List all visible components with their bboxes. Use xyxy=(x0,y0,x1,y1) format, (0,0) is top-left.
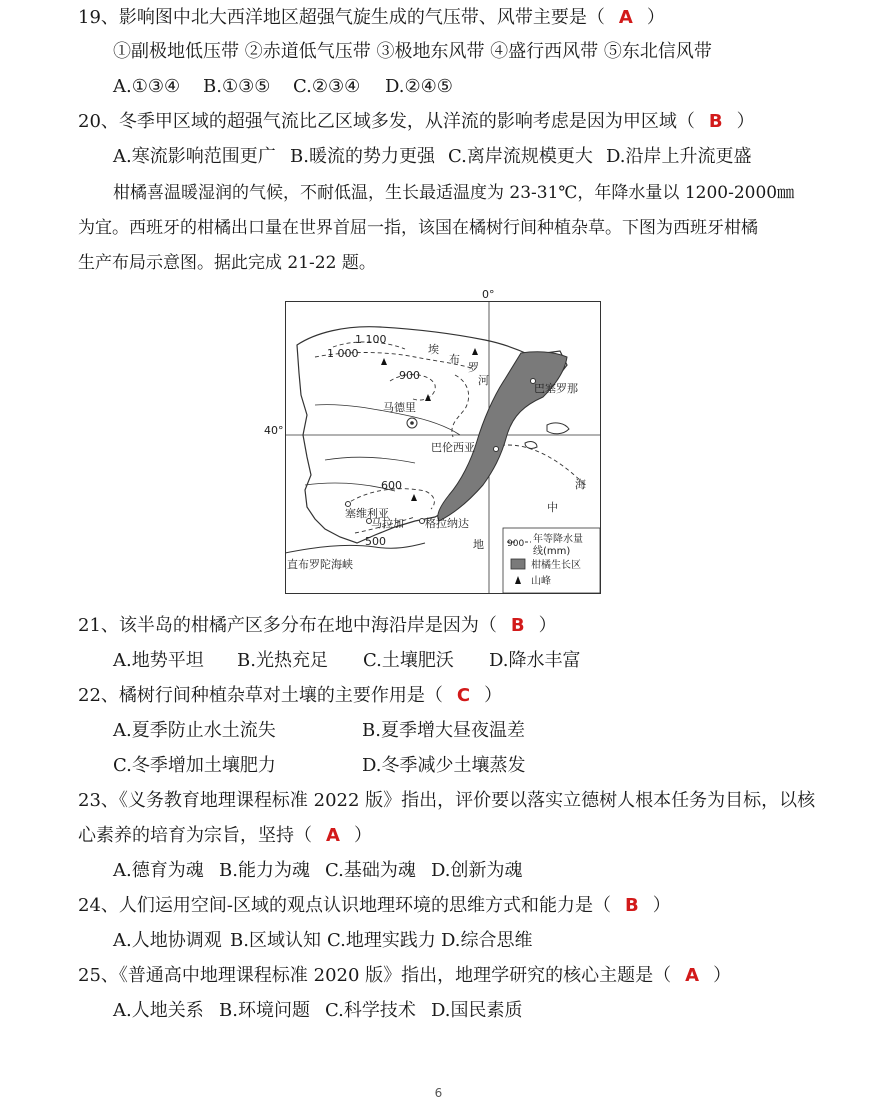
q22-answer: C xyxy=(456,685,471,706)
q25-stem: 25、《普通高中地理课程标准 2020 版》指出，地理学研究的核心主题是（ xyxy=(78,965,672,986)
passage-line-3: 生产布局示意图。据此完成 21-22 题。 xyxy=(78,253,376,273)
q21-option-d: D.降水丰富 xyxy=(489,650,581,671)
q21-stem: 21、该半岛的柑橘产区多分布在地中海沿岸是因为（ xyxy=(78,615,497,636)
city-granada: 格拉纳达 xyxy=(425,517,469,530)
isoline-500: 500 xyxy=(365,535,386,548)
q19-stem: 19、影响图中北大西洋地区超强气旋生成的气压带、风带主要是（ xyxy=(78,7,605,28)
q19-option-a: A.①③④ xyxy=(113,76,181,97)
legend-citrus: 柑橘生长区 xyxy=(531,560,581,571)
map-legend xyxy=(503,528,600,593)
q20-options xyxy=(113,145,752,169)
sea-char-1: 海 xyxy=(575,478,586,491)
q23-option-c: C.基础为魂 xyxy=(325,860,416,881)
question-23: 23、《义务教育地理课程标准 2022 版》指出，评价要以落实立德树人根本任务为目标，以核 xyxy=(78,790,816,811)
legend-peak: 山峰 xyxy=(531,576,551,587)
q23-options xyxy=(113,859,523,883)
isoline-1000: 1 000 xyxy=(327,347,359,360)
passage-line-2: 为宜。西班牙的柑橘出口量在世界首屈一指，该国在橘树行间种植杂草。下图为西班牙柑橘 xyxy=(78,218,758,238)
isoline-1100: 1 100 xyxy=(355,333,387,346)
legend-isoline-text: 年等降水量 xyxy=(533,534,583,545)
q21-options xyxy=(113,649,581,673)
river-char-3: 罗 xyxy=(468,361,479,374)
q22-option-b: B.夏季增大昼夜温差 xyxy=(362,720,525,741)
legend-iso-value: 900 xyxy=(507,539,525,549)
question-25: 25、《普通高中地理课程标准 2020 版》指出，地理学研究的核心主题是（ A ） xyxy=(78,965,732,986)
q21-option-c: C.土壤肥沃 xyxy=(363,650,454,671)
q24-stem: 24、人们运用空间-区域的观点认识地理环境的思维方式和能力是（ xyxy=(78,895,611,916)
q19-option-c: C.②③④ xyxy=(293,76,361,97)
river-char-2: 布 xyxy=(449,353,460,366)
q19-option-d: D.②④⑤ xyxy=(385,76,453,97)
city-madrid: 马德里 xyxy=(383,401,416,414)
sea-char-3: 地 xyxy=(473,538,484,551)
q22-option-c: C.冬季增加土壤肥力 xyxy=(113,755,276,776)
q24-option-c: C.地理实践力 xyxy=(327,930,436,951)
q19-sub-items: ①副极地低压带 ②赤道低气压带 ③极地东风带 ④盛行西风带 ⑤东北信风带 xyxy=(113,41,712,62)
q24-option-b: B.区域认知 xyxy=(230,930,321,951)
question-23-line2: 心素养的培育为宗旨，坚持（ A ） xyxy=(78,825,372,846)
q20-option-b: B.暖流的势力更强 xyxy=(290,146,435,167)
q20-option-d: D.沿岸上升流更盛 xyxy=(606,146,752,167)
city-seville: 塞维利亚 xyxy=(345,507,389,520)
q20-option-a: A.寒流影响范围更广 xyxy=(113,146,276,167)
map-lon-label: 0° xyxy=(482,288,495,301)
q22-option-d: D.冬季减少土壤蒸发 xyxy=(362,755,526,776)
question-19: 19、影响图中北大西洋地区超强气旋生成的气压带、风带主要是（ A ） xyxy=(78,7,665,28)
q25-options xyxy=(113,999,523,1023)
q19-answer: A xyxy=(618,7,633,28)
q25-option-d: D.国民素质 xyxy=(431,1000,523,1021)
river-char-4: 河 xyxy=(478,374,489,387)
q24-option-d: D.综合思维 xyxy=(441,930,533,951)
q24-answer: B xyxy=(624,895,639,916)
q24-options xyxy=(113,929,533,953)
q23-option-d: D.创新为魂 xyxy=(431,860,523,881)
q25-option-a: A.人地关系 xyxy=(113,1000,204,1021)
q20-answer: B xyxy=(708,111,723,132)
q20-option-c: C.离岸流规模更大 xyxy=(448,146,593,167)
q22-option-a: A.夏季防止水土流失 xyxy=(113,720,276,741)
q22-options-row1 xyxy=(113,719,276,743)
lat-label-outside: 40° xyxy=(264,424,284,437)
city-barcelona: 巴塞罗那 xyxy=(534,382,578,395)
q25-option-b: B.环境问题 xyxy=(219,1000,310,1021)
q21-option-a: A.地势平坦 xyxy=(113,650,204,671)
q20-stem: 20、冬季甲区域的超强气流比乙区域多发，从洋流的影响考虑是因为甲区域（ xyxy=(78,111,695,132)
city-valencia: 巴伦西亚 xyxy=(431,441,475,454)
page-number: 6 xyxy=(434,1086,443,1100)
city-malaga: 马拉加 xyxy=(371,517,404,530)
question-24: 24、人们运用空间-区域的观点认识地理环境的思维方式和能力是（ B ） xyxy=(78,895,671,916)
question-20: 20、冬季甲区域的超强气流比乙区域多发，从洋流的影响考虑是因为甲区域（ B ） xyxy=(78,111,755,132)
q21-option-b: B.光热充足 xyxy=(237,650,328,671)
question-22: 22、橘树行间种植杂草对土壤的主要作用是（ C ） xyxy=(78,685,503,706)
passage-line-1: 柑橘喜温暖湿润的气候，不耐低温，生长最适温度为 23-31℃，年降水量以 1200-2000㎜ xyxy=(113,183,795,203)
q25-option-c: C.科学技术 xyxy=(325,1000,416,1021)
isoline-600: 600 xyxy=(381,479,402,492)
question-21: 21、该半岛的柑橘产区多分布在地中海沿岸是因为（ B ） xyxy=(78,615,557,636)
q22-stem: 22、橘树行间种植杂草对土壤的主要作用是（ xyxy=(78,685,443,706)
q23-stem: 心素养的培育为宗旨，坚持（ xyxy=(78,825,312,846)
q23-answer: A xyxy=(326,825,340,846)
isoline-900: 900 xyxy=(399,369,420,382)
spain-citrus-map xyxy=(285,285,601,595)
q25-answer: A xyxy=(685,965,700,986)
q23-option-a: A.德育为魂 xyxy=(113,860,204,881)
q23-option-b: B.能力为魂 xyxy=(219,860,310,881)
legend-isoline-unit: 线(mm) xyxy=(533,546,571,557)
q24-option-a: A.人地协调观 xyxy=(113,930,222,951)
sea-char-2: 中 xyxy=(547,501,558,514)
strait-label: 直布罗陀海峡 xyxy=(287,558,353,571)
river-char-1: 埃 xyxy=(428,343,439,356)
q21-answer: B xyxy=(510,615,525,636)
q19-option-b: B.①③⑤ xyxy=(203,76,271,97)
q19-options xyxy=(113,75,453,99)
